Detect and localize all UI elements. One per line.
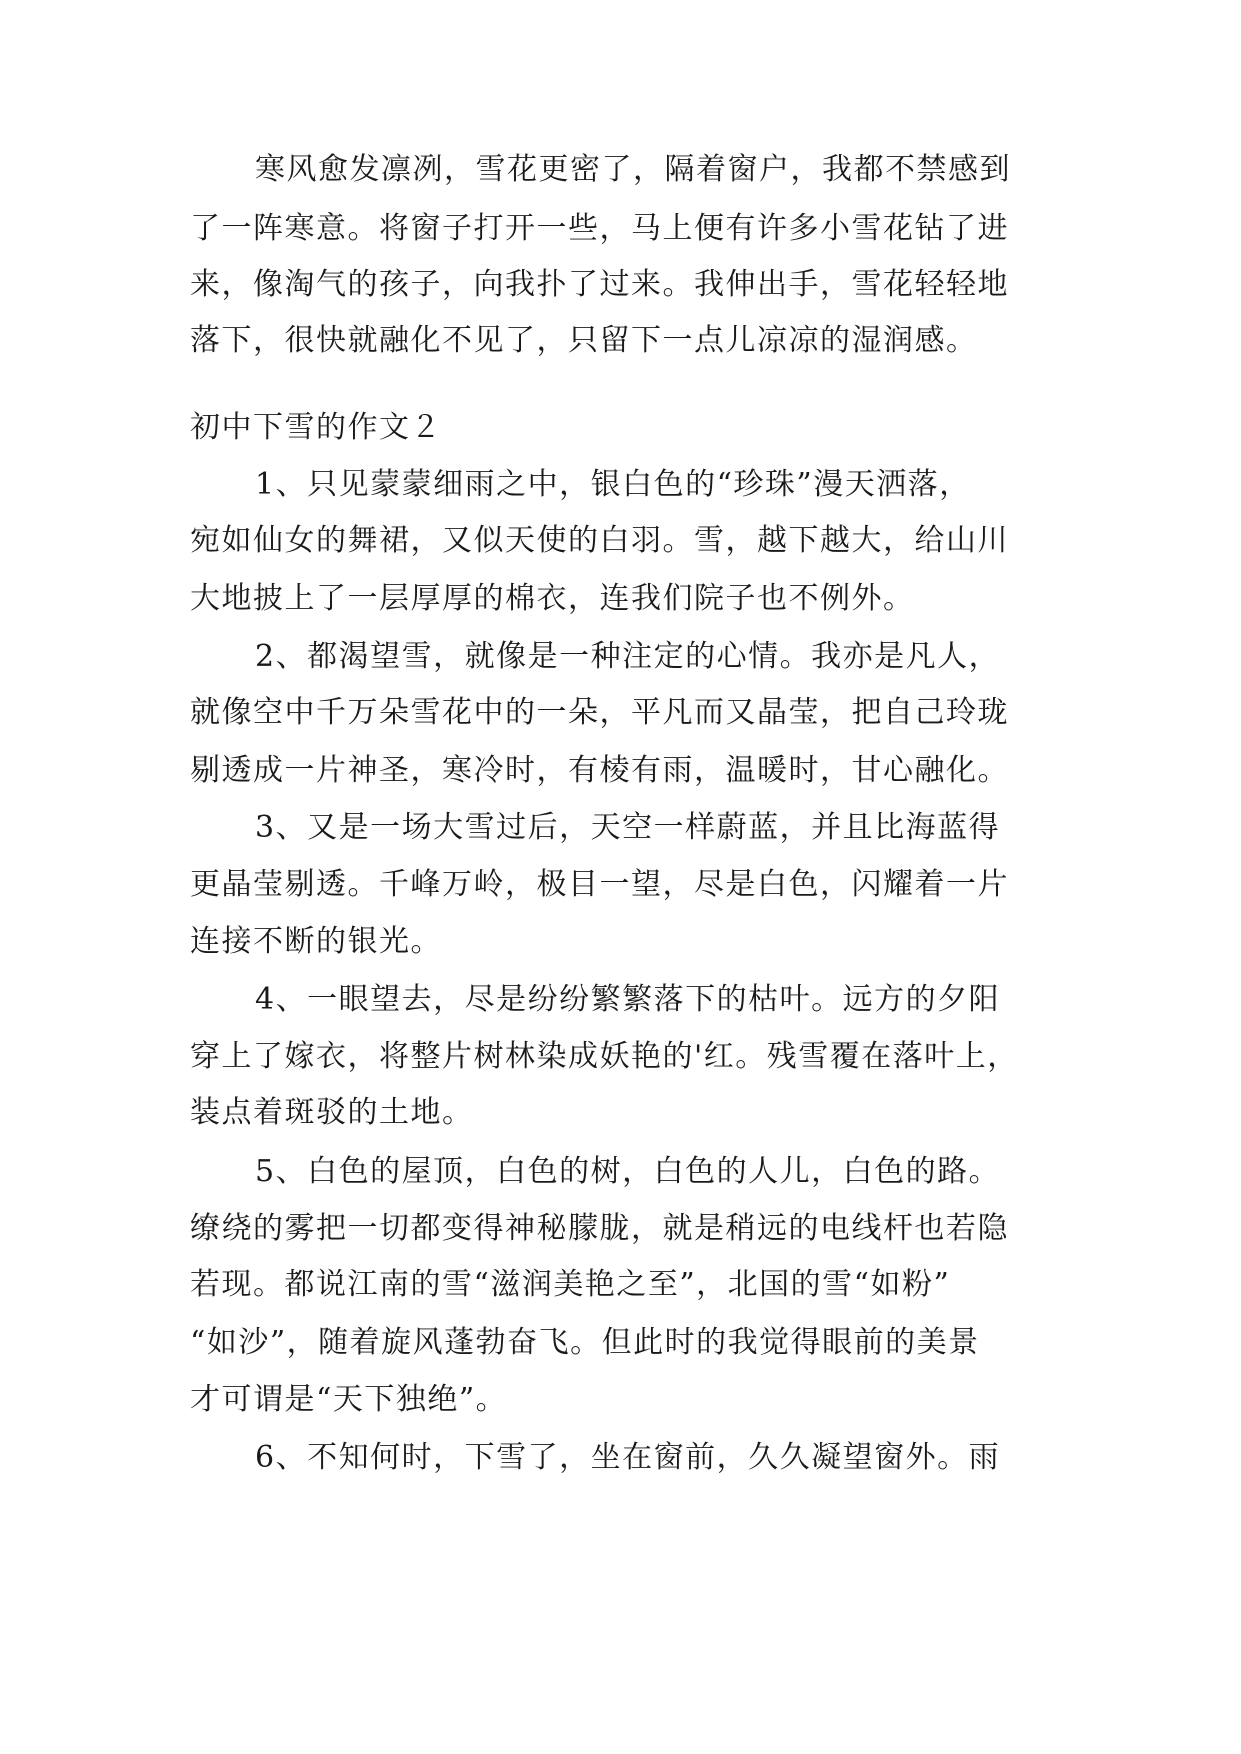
section-title: 初中下雪的作文２ <box>190 410 442 445</box>
text-line: 宛如仙女的舞裙，又似天使的白羽。雪，越下越大，给山川 <box>190 523 1009 558</box>
text-line: 才可谓是“天下独绝”。 <box>190 1382 508 1417</box>
text-line: 就像空中千万朵雪花中的一朵，平凡而又晶莹，把自己玲珑 <box>190 695 1009 730</box>
text-line: 6、不知何时，下雪了，坐在窗前，久久凝望窗外。雨 <box>255 1440 1001 1475</box>
text-line: 大地披上了一层厚厚的棉衣，连我们院子也不例外。 <box>190 581 915 616</box>
text-line: 装点着斑驳的土地。 <box>190 1095 474 1130</box>
text-line: 穿上了嫁衣，将整片树林染成妖艳的'红。残雪覆在落叶上， <box>190 1039 1019 1074</box>
text-line: 3、又是一场大雪过后，天空一样蔚蓝，并且比海蓝得 <box>255 810 1001 845</box>
text-line: 寒风愈发凛冽，雪花更密了，隔着窗户，我都不禁感到 <box>255 152 1011 187</box>
text-line: 若现。都说江南的雪“滋润美艳之至”，北国的雪“如粉” <box>190 1267 951 1302</box>
text-line: 1、只见蒙蒙细雨之中，银白色的“珍珠”漫天洒落， <box>255 467 971 502</box>
text-line: 连接不断的银光。 <box>190 924 442 959</box>
text-line: 4、一眼望去，尽是纷纷繁繁落下的枯叶。远方的夕阳 <box>255 982 1001 1017</box>
text-line: 落下，很快就融化不见了，只留下一点儿凉凉的湿润感。 <box>190 323 978 358</box>
text-line: 2、都渴望雪，就像是一种注定的心情。我亦是凡人， <box>255 639 1001 674</box>
text-line: 了一阵寒意。将窗子打开一些，马上便有许多小雪花钻了进 <box>190 211 1009 246</box>
text-line: 缭绕的雾把一切都变得神秘朦胧，就是稍远的电线杆也若隐 <box>190 1211 1009 1246</box>
text-line: 来，像淘气的孩子，向我扑了过来。我伸出手，雪花轻轻地 <box>190 267 1009 302</box>
text-line: 更晶莹剔透。千峰万岭，极目一望，尽是白色，闪耀着一片 <box>190 867 1009 902</box>
text-line: 剔透成一片神圣，寒冷时，有棱有雨，温暖时，甘心融化。 <box>190 753 1009 788</box>
text-line: 5、白色的屋顶，白色的树，白色的人儿，白色的路。 <box>255 1154 1001 1189</box>
text-line: “如沙”，随着旋风蓬勃奋飞。但此时的我觉得眼前的美景 <box>190 1325 980 1360</box>
